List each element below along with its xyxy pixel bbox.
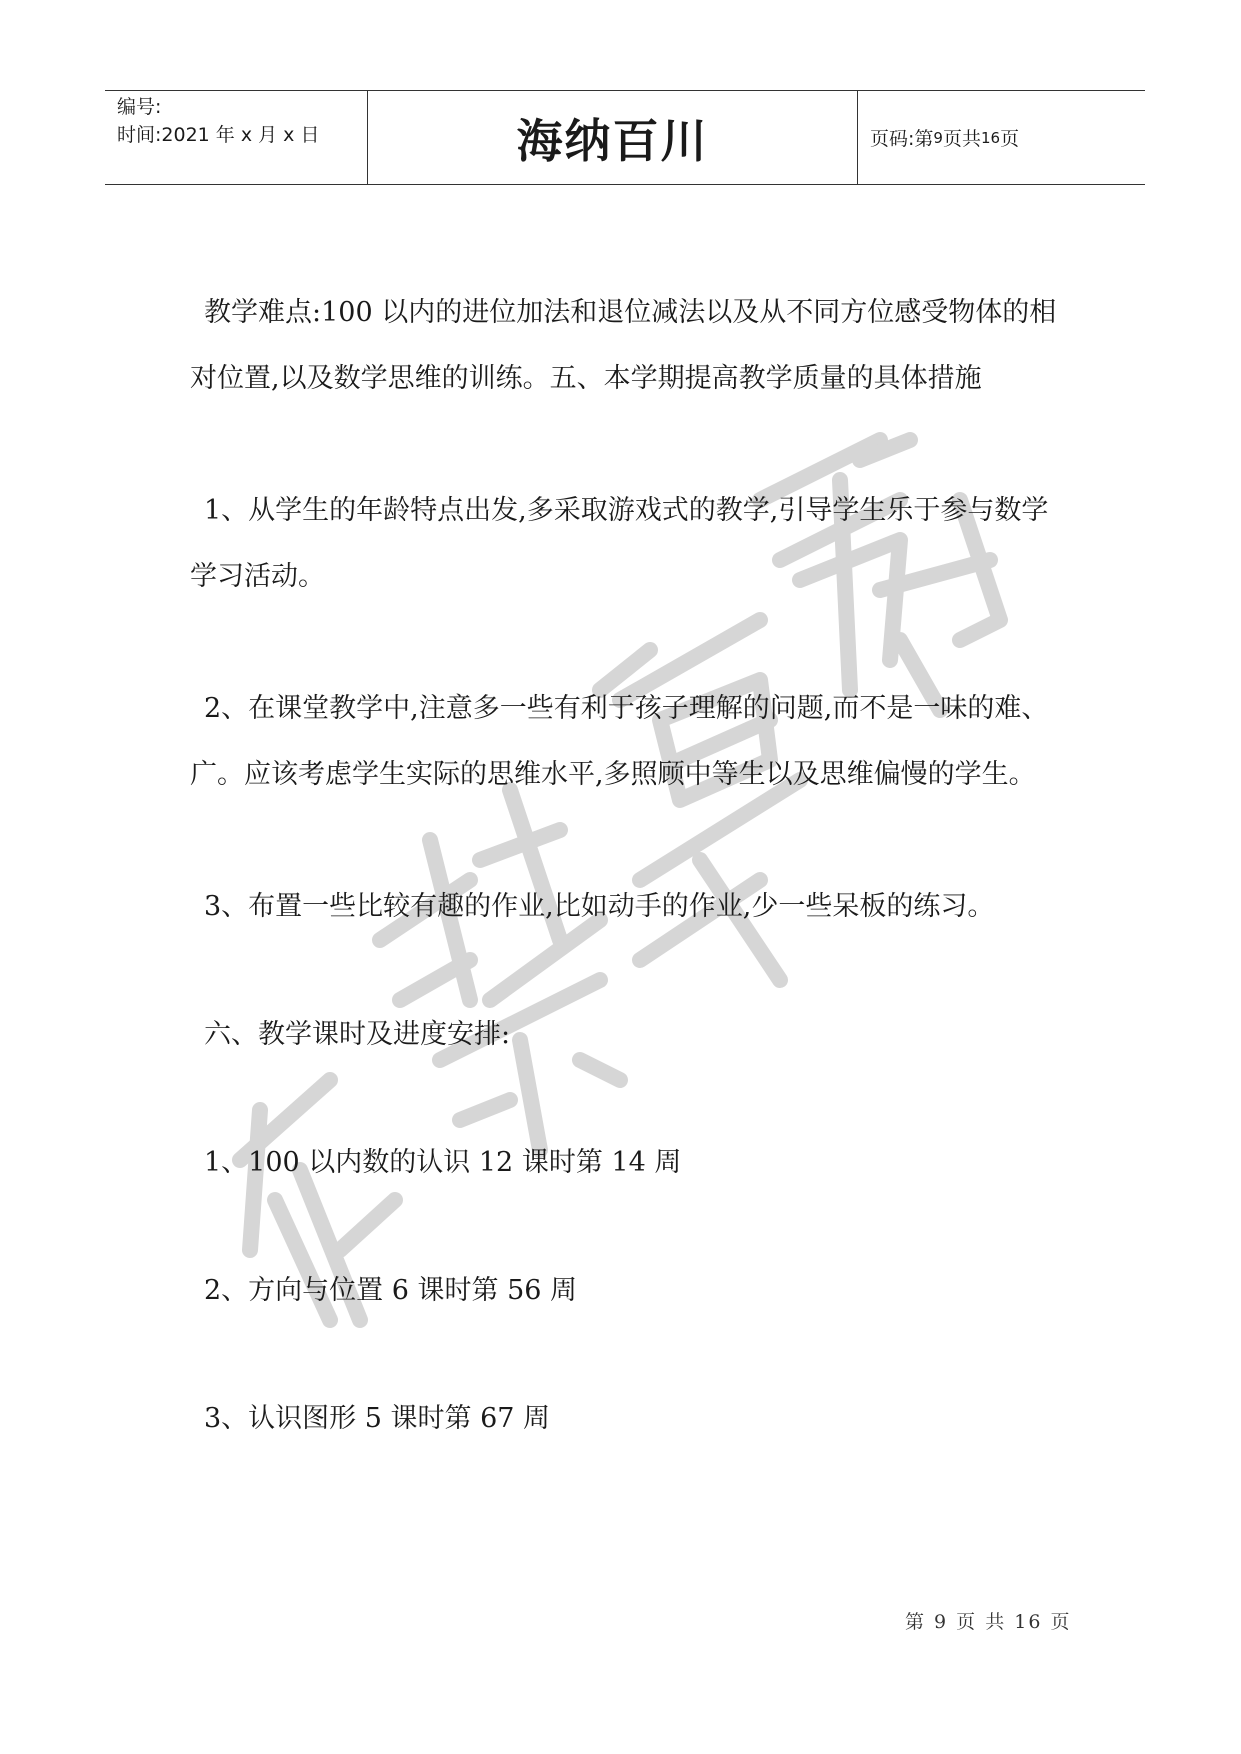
paragraph-measure-2: 2、在课堂教学中,注意多一些有利于孩子理解的问题,而不是一味的难、广。应该考虑学生实际的思维水平,多照顾中等生以及思维偏慢的学生。 [190,693,1049,790]
page-code-current: 9 [933,128,943,147]
header-meta-cell [105,91,368,184]
page-code-suffix: 页 [1000,128,1020,150]
paragraph-measure-1: 1、从学生的年龄特点出发,多采取游戏式的教学,引导学生乐于参与数学学习活动。 [190,495,1049,592]
serial-label: 编号: [117,96,162,118]
page-code-total: 16 [980,128,1001,147]
header-title-cell [368,91,858,184]
header-page-cell [858,91,1145,184]
page-code-mid: 页共 [942,128,981,150]
paragraph-teaching-difficulty: 教学难点:100 以内的进位加法和退位减法以及从不同方位感受物体的相对位置,以及数学思维的训练。五、本学期提高教学质量的具体措施 [190,297,1057,394]
schedule-item-3: 3、认识图形 5 课时第 67 周 [204,1403,551,1434]
schedule-item-2: 2、方向与位置 6 课时第 56 周 [204,1275,578,1306]
page-code-prefix: 页码:第 [870,128,934,150]
time-label: 时间:2021 年 x 月 x 日 [117,124,320,146]
company-name: 海纳百川 [516,113,709,168]
footer-page-number: 第 9 页 共 16 页 [905,1611,1072,1633]
section-heading-schedule: 六、教学课时及进度安排: [204,1019,511,1050]
schedule-item-1: 1、100 以内数的认识 12 课时第 14 周 [204,1147,682,1178]
paragraph-measure-3: 3、布置一些比较有趣的作业,比如动手的作业,少一些呆板的练习。 [204,891,995,922]
document-header [105,90,1145,185]
document-body [190,280,1060,1452]
